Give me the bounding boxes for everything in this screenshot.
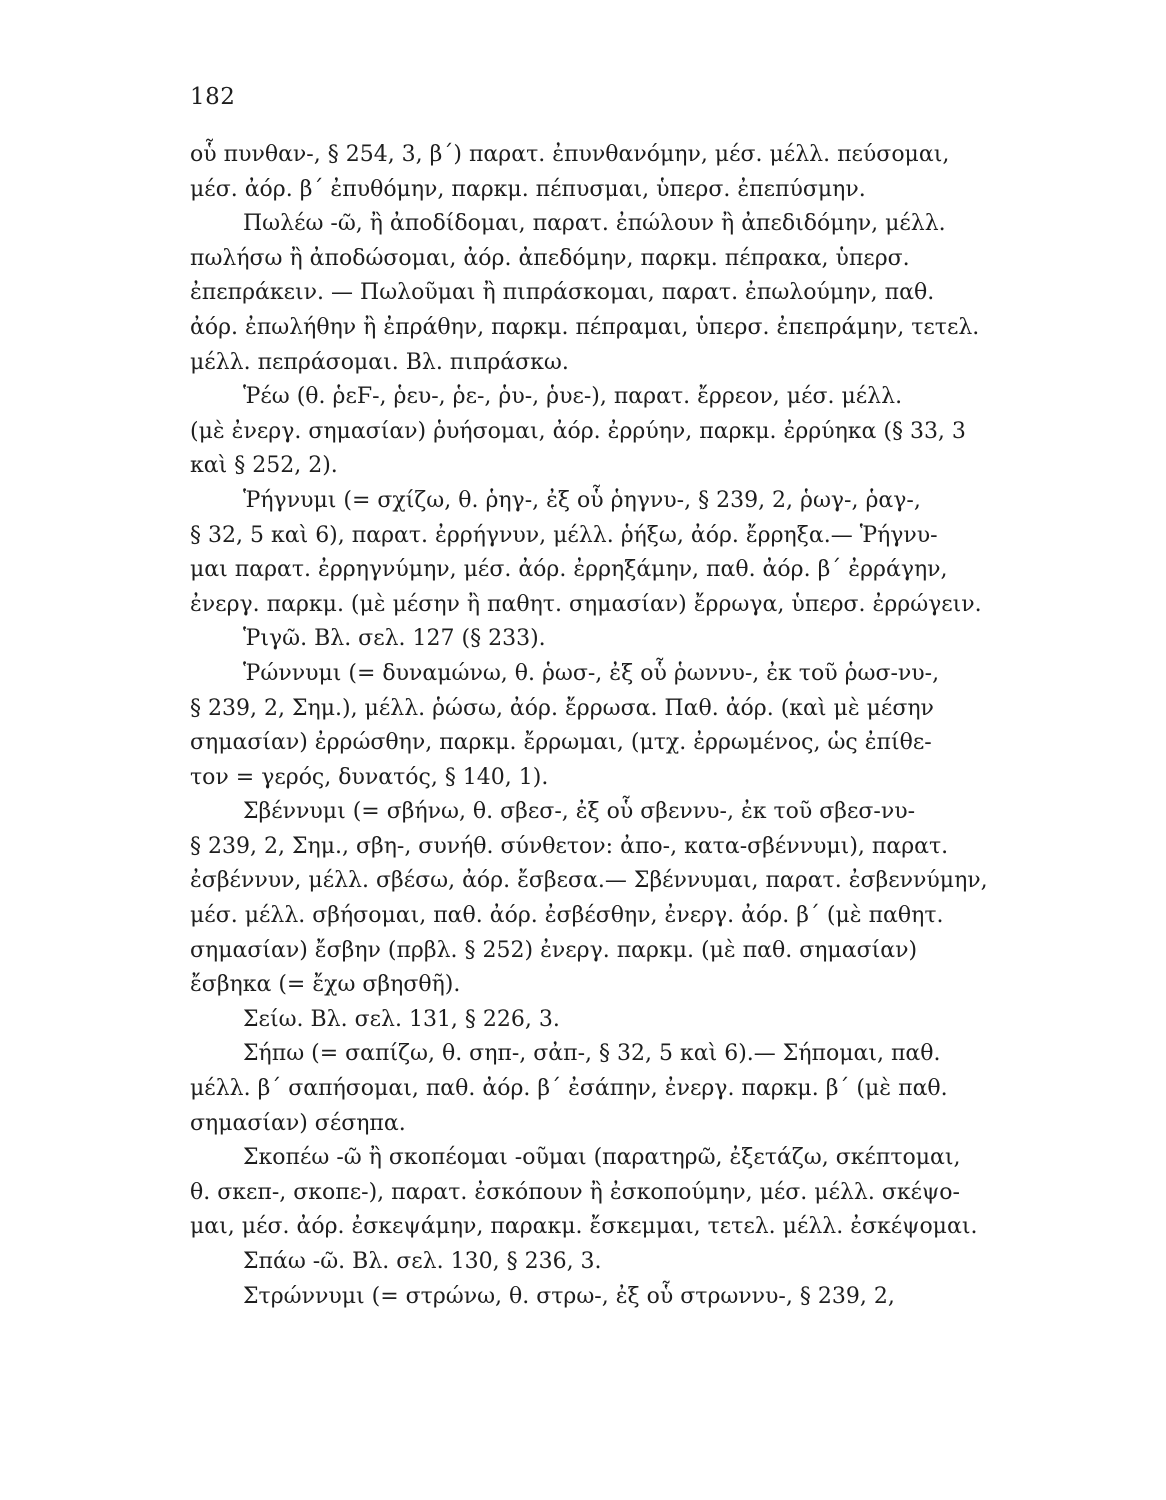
text-line: Στρώννυμι (= στρώνω, θ. στρω-, ἐξ οὗ στρωννυ-, § 239, 2, [243, 1283, 895, 1309]
text-line: (μὲ ἐνεργ. σημασίαν) ῥυήσομαι, ἀόρ. ἐρρύην, παρκμ. ἐρρύηκα (§ 33, 3 [190, 418, 966, 444]
text-line: ἐσβέννυν, μέλλ. σβέσω, ἀόρ. ἔσβεσα.— Σβέννυμαι, παρατ. ἐσβεννύμην, [190, 868, 988, 894]
text-line: § 239, 2, Σημ.), μέλλ. ῥώσω, ἀόρ. ἔρρωσα. Παθ. ἀόρ. (καὶ μὲ μέσην [190, 695, 934, 721]
text-line: Σείω. Βλ. σελ. 131, § 226, 3. [243, 1006, 560, 1032]
text-line: ἐνεργ. παρκμ. (μὲ μέσην ἢ παθητ. σημασίαν) ἔρρωγα, ὑπερσ. ἐρρώγειν. [190, 591, 982, 617]
text-line: Ῥήγνυμι (= σχίζω, θ. ῥηγ-, ἐξ οὗ ῥηγνυ-, § 239, 2, ῥωγ-, ῥαγ-, [243, 487, 921, 513]
text-line: Ῥώννυμι (= δυναμώνω, θ. ῥωσ-, ἐξ οὗ ῥωννυ-, ἐκ τοῦ ῥωσ-νυ-, [243, 660, 940, 686]
text-line: θ. σκεπ-, σκοπε-), παρατ. ἐσκόπουν ἢ ἐσκοπούμην, μέσ. μέλλ. σκέψο- [190, 1179, 960, 1205]
text-line: § 239, 2, Σημ., σβη-, συνήθ. σύνθετον: ἀπο-, κατα-σβέννυμι), παρατ. [190, 833, 949, 859]
text-line: Ῥιγῶ. Βλ. σελ. 127 (§ 233). [243, 626, 546, 652]
text-line: μαι, μέσ. ἀόρ. ἐσκεψάμην, παρακμ. ἔσκεμμαι, τετελ. μέλλ. ἐσκέψομαι. [190, 1214, 978, 1240]
text-line: Σβέννυμι (= σβήνω, θ. σβεσ-, ἐξ οὗ σβεννυ-, ἐκ τοῦ σβεσ-νυ- [243, 799, 916, 825]
text-line: μέλλ. πεπράσομαι. Βλ. πιπράσκω. [190, 349, 569, 375]
text-line: σημασίαν) σέσηπα. [190, 1110, 406, 1136]
text-line: τον = γερός, δυνατός, § 140, 1). [190, 764, 549, 790]
text-line: Σήπω (= σαπίζω, θ. σηπ-, σἀπ-, § 32, 5 καὶ 6).— Σήπομαι, παθ. [243, 1041, 941, 1067]
text-line: Πωλέω -ῶ, ἢ ἀποδίδομαι, παρατ. ἐπώλουν ἢ ἀπεδιδόμην, μέλλ. [243, 211, 946, 237]
text-line: καὶ § 252, 2). [190, 453, 338, 479]
text-line: σημασίαν) ἔσβην (πρβλ. § 252) ἐνεργ. παρκμ. (μὲ παθ. σημασίαν) [190, 937, 918, 963]
dictionary-text-block [190, 138, 1036, 1314]
text-line: ἀόρ. ἐπωλήθην ἢ ἐπράθην, παρκμ. πέπραμαι, ὑπερσ. ἐπεπράμην, τετελ. [190, 314, 980, 340]
text-line: σημασίαν) ἐρρώσθην, παρκμ. ἔρρωμαι, (μτχ. ἐρρωμένος, ὡς ἐπίθε- [190, 730, 932, 756]
text-line: πωλήσω ἢ ἀποδώσομαι, ἀόρ. ἀπεδόμην, παρκμ. πέπρακα, ὑπερσ. [190, 245, 910, 271]
text-line: μέσ. μέλλ. σβήσομαι, παθ. ἀόρ. ἐσβέσθην, ἐνεργ. ἀόρ. β΄ (μὲ παθητ. [190, 903, 944, 929]
text-line: § 32, 5 καὶ 6), παρατ. ἐρρήγνυν, μέλλ. ῥήξω, ἀόρ. ἔρρηξα.— Ῥήγνυ- [190, 522, 938, 548]
text-line: ἐπεπράκειν. — Πωλοῦμαι ἢ πιπράσκομαι, παρατ. ἐπωλούμην, παθ. [190, 280, 935, 306]
text-line: Σκοπέω -ῶ ἢ σκοπέομαι -οῦμαι (παρατηρῶ, ἐξετάζω, σκέπτομαι, [243, 1145, 961, 1171]
text-line: μέλλ. β΄ σαπήσομαι, παθ. ἀόρ. β΄ ἐσάπην, ἐνεργ. παρκμ. β΄ (μὲ παθ. [190, 1076, 948, 1102]
text-line: μέσ. ἀόρ. β΄ ἐπυθόμην, παρκμ. πέπυσμαι, ὑπερσ. ἐπεπύσμην. [190, 176, 866, 202]
text-line: ἔσβηκα (= ἔχω σβησθῆ). [190, 972, 461, 998]
text-line: μαι παρατ. ἐρρηγνύμην, μέσ. ἀόρ. ἐρρηξάμην, παθ. ἀόρ. β΄ ἐρράγην, [190, 557, 948, 583]
page-number: 182 [190, 84, 236, 110]
text-line: Ῥέω (θ. ῥεϜ-, ῥευ-, ῥε-, ῥυ-, ῥυε-), παρατ. ἔρρεον, μέσ. μέλλ. [243, 384, 903, 410]
text-line: Σπάω -ῶ. Βλ. σελ. 130, § 236, 3. [243, 1249, 602, 1274]
text-line: οὗ πυνθαν-, § 254, 3, β΄) παρατ. ἐπυνθανόμην, μέσ. μέλλ. πεύσομαι, [190, 142, 950, 167]
